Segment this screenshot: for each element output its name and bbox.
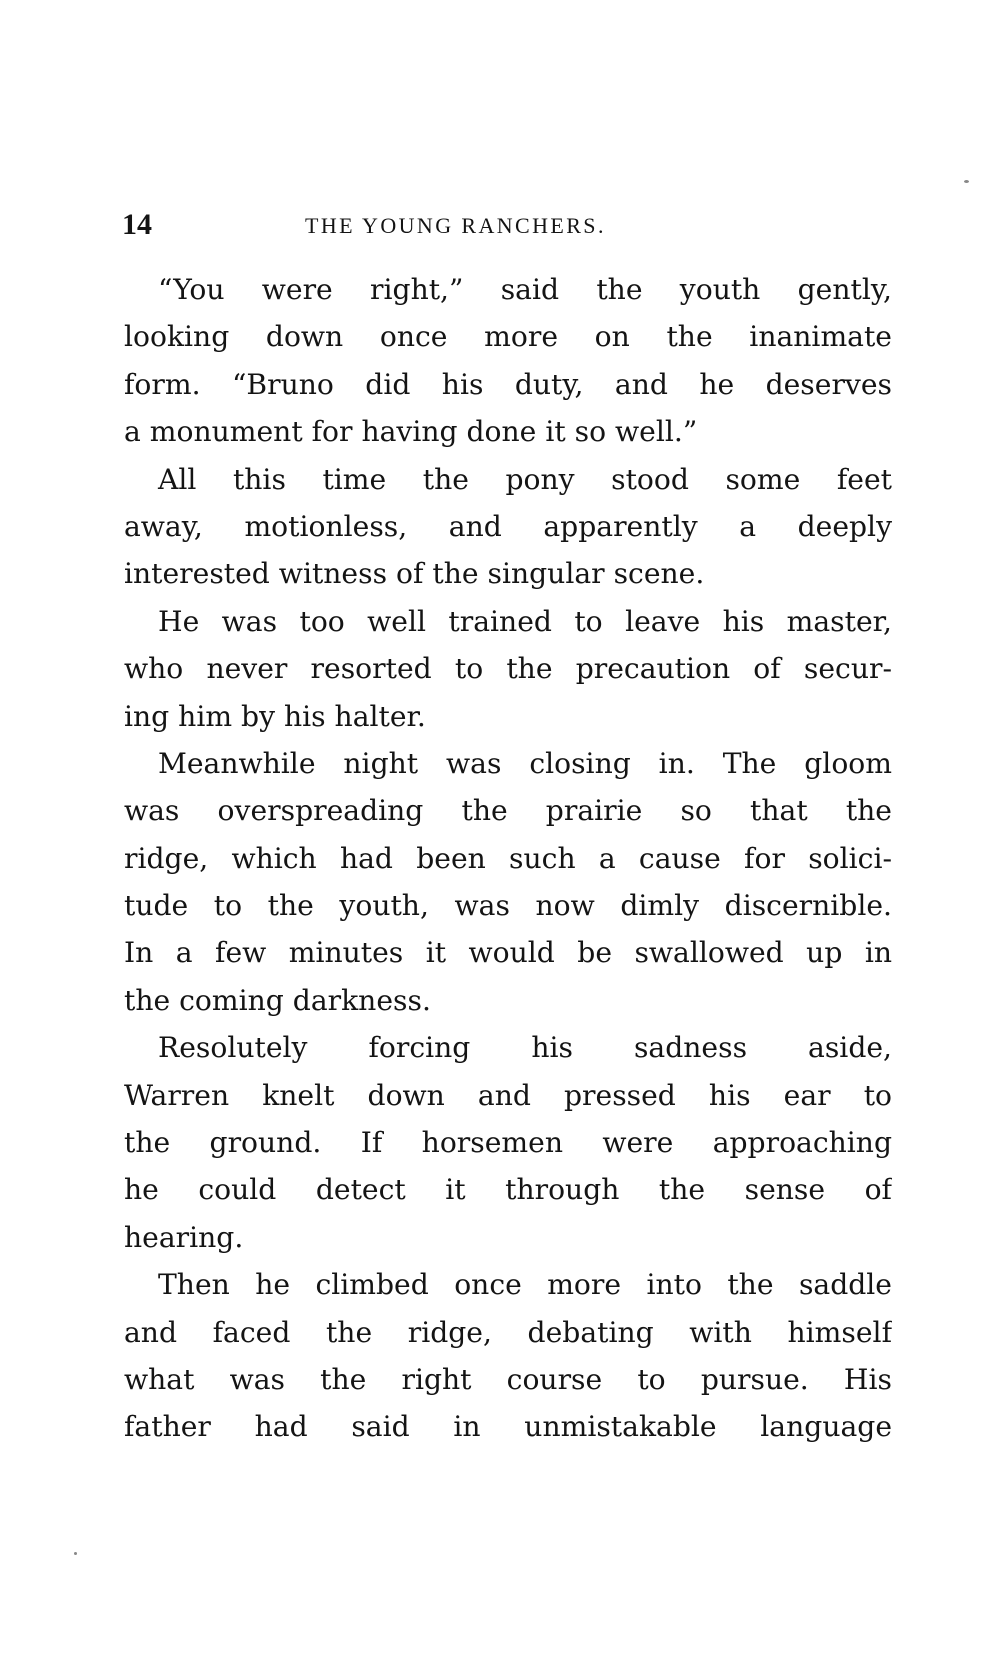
paragraph <box>124 456 892 598</box>
text-line: looking down once more on the inanimate <box>124 320 892 354</box>
text-line: what was the right course to pursue. His <box>124 1362 892 1396</box>
text-line: “You were right,” said the youth gently, <box>158 273 892 306</box>
text-line: father had said in unmistakable language <box>124 1410 892 1444</box>
text-line: he could detect it through the sense of <box>124 1173 892 1207</box>
text-line: In a few minutes it would be swallowed up in <box>124 936 892 970</box>
page-number: 14 <box>122 208 152 241</box>
text-line: hearing. <box>124 1220 244 1254</box>
text-line: the coming darkness. <box>124 983 431 1017</box>
text-line: ridge, which had been such a cause for solici- <box>124 841 892 875</box>
text-line: a monument for having done it so well.” <box>124 415 698 449</box>
paragraph <box>124 1024 892 1261</box>
paper-speck <box>74 1552 77 1555</box>
text-line: form. “Bruno did his duty, and he deserves <box>124 367 892 401</box>
text-line: Meanwhile night was closing in. The gloom <box>158 746 892 780</box>
paragraph <box>124 266 892 456</box>
paragraph <box>124 598 892 740</box>
text-line: ing him by his halter. <box>124 699 426 733</box>
paragraph <box>124 740 892 1024</box>
text-line: tude to the youth, was now dimly discernible. <box>124 889 892 923</box>
text-line: who never resorted to the precaution of secur- <box>124 652 892 686</box>
text-line: was overspreading the prairie so that the <box>124 794 892 828</box>
text-line: Then he climbed once more into the saddle <box>158 1268 892 1302</box>
running-head <box>122 207 892 243</box>
text-line: and faced the ridge, debating with himself <box>124 1315 892 1349</box>
paper-speck <box>964 180 969 183</box>
text-line: Warren knelt down and pressed his ear to <box>124 1078 892 1112</box>
text-line: He was too well trained to leave his master, <box>158 604 892 638</box>
text-line: the ground. If horsemen were approaching <box>124 1126 892 1160</box>
paragraph <box>124 1261 892 1451</box>
text-line: All this time the pony stood some feet <box>158 462 892 496</box>
text-line: Resolutely forcing his sadness aside, <box>158 1031 892 1065</box>
text-line: away, motionless, and apparently a deeply <box>124 509 892 543</box>
text-line: interested witness of the singular scene. <box>124 557 705 591</box>
running-title: THE YOUNG RANCHERS. <box>305 213 606 238</box>
body-text <box>124 266 892 1451</box>
